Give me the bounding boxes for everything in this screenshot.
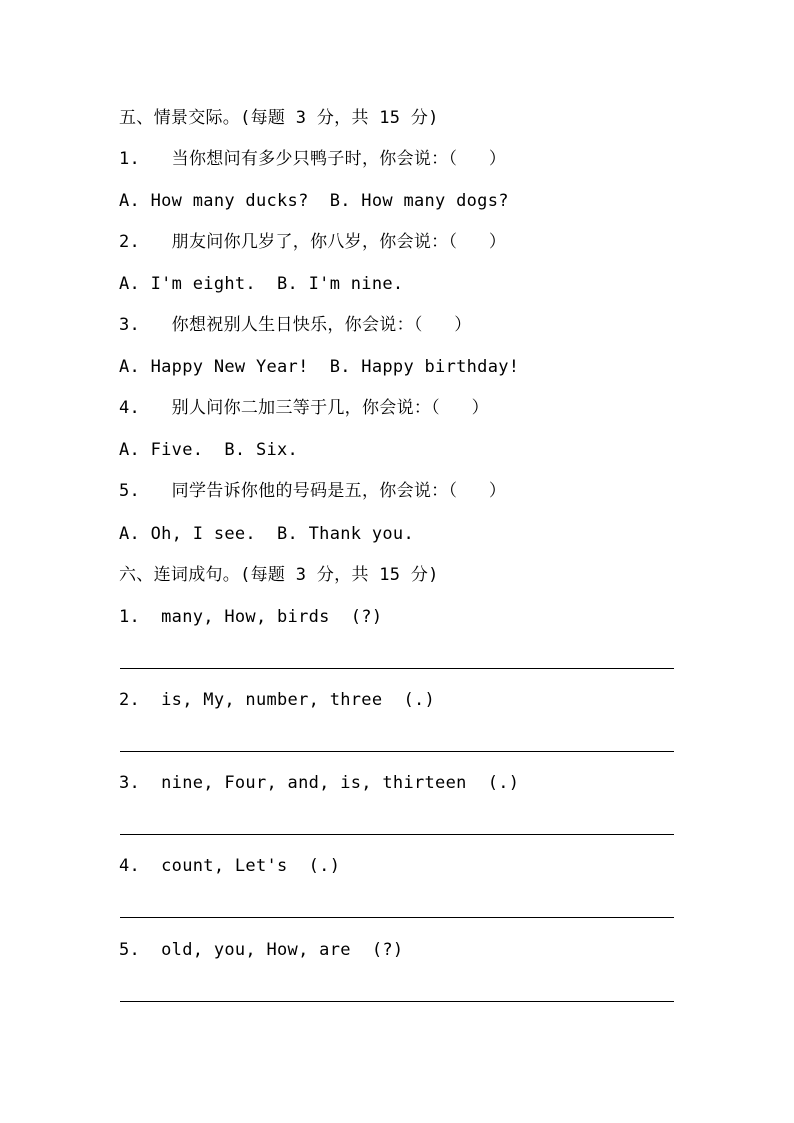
section5-q3-options: A. Happy New Year! B. Happy birthday! <box>119 357 520 377</box>
section5-q1-prompt: 1. 当你想问有多少只鸭子时，你会说：（ ） <box>119 149 507 169</box>
section5-q4-prompt: 4. 别人问你二加三等于几，你会说：（ ） <box>119 398 489 418</box>
section6-item5: 5. old, you, How, are (?) <box>119 940 404 960</box>
section5-q5-prompt: 5. 同学告诉你他的号码是五，你会说：（ ） <box>119 481 507 501</box>
answer-line-1[interactable] <box>120 668 674 669</box>
section5-q1-options: A. How many ducks? B. How many dogs? <box>119 191 509 211</box>
answer-line-4[interactable] <box>120 917 674 918</box>
section6-item2: 2. is, My, number, three (.) <box>119 690 436 710</box>
section6-item4: 4. count, Let's (.) <box>119 856 341 876</box>
section6-item1: 1. many, How, birds (?) <box>119 607 383 627</box>
section5-q3-prompt: 3. 你想祝别人生日快乐，你会说：（ ） <box>119 315 472 335</box>
answer-line-2[interactable] <box>120 751 674 752</box>
section5-q5-options: A. Oh, I see. B. Thank you. <box>119 524 414 544</box>
answer-line-3[interactable] <box>120 834 674 835</box>
section6-item3: 3. nine, Four, and, is, thirteen (.) <box>119 773 520 793</box>
section5-q2-prompt: 2. 朋友问你几岁了，你八岁，你会说：（ ） <box>119 232 507 252</box>
section5-heading: 五、情景交际。(每题 3 分，共 15 分) <box>119 108 439 128</box>
section5-q2-options: A. I'm eight. B. I'm nine. <box>119 274 404 294</box>
section6-heading: 六、连词成句。(每题 3 分，共 15 分) <box>119 565 439 585</box>
answer-line-5[interactable] <box>120 1001 674 1002</box>
section5-q4-options: A. Five. B. Six. <box>119 440 299 460</box>
